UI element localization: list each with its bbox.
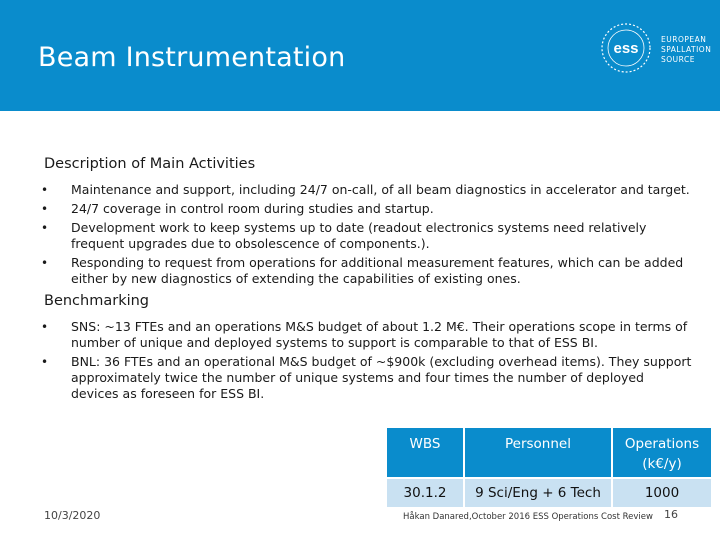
list-item: • 24/7 coverage in control room during studies and startup. xyxy=(41,201,434,216)
table-cell: 1000 xyxy=(613,479,711,507)
table-header-cell: WBS xyxy=(387,428,463,477)
logo-text: EUROPEAN SPALLATION SOURCE xyxy=(661,35,712,64)
cost-table xyxy=(385,426,713,509)
bullet-icon: • xyxy=(41,202,49,216)
header-bar xyxy=(0,0,720,111)
bullet-icon: • xyxy=(41,320,49,334)
table-row xyxy=(387,479,711,507)
bullet-icon: • xyxy=(41,256,49,270)
section-heading-benchmarking: Benchmarking xyxy=(44,293,150,309)
footer-text: Håkan Danared,October 2016 ESS Operations Cost Review xyxy=(403,512,653,522)
bullet-icon: • xyxy=(41,221,49,235)
table-cell: 9 Sci/Eng + 6 Tech xyxy=(465,479,611,507)
list-item: • SNS: ~13 FTEs and an operations M&S budget of about 1.2 M€. Their operations scope in terms of number of unique and deployed systems to support is comparable to that of ESS BI. xyxy=(41,319,688,350)
bullet-icon: • xyxy=(41,355,49,369)
table-cell: 30.1.2 xyxy=(387,479,463,507)
list-item: • BNL: 36 FTEs and an operational M&S budget of ~$900k (excluding overhead items). They support approximately twice the number of unique systems and four times the number of deployed devices as foreseen for ESS BI. xyxy=(41,354,692,401)
activities-list xyxy=(41,182,694,287)
svg-text:ess: ess xyxy=(613,40,639,57)
bullet-icon: • xyxy=(41,183,49,197)
page-number: 16 xyxy=(664,508,678,521)
benchmarking-list xyxy=(41,319,694,402)
list-item: • Responding to request from operations for additional measurement features, which can be added either by new diagnostics of extending the capabilities of existing ones. xyxy=(41,255,684,286)
table-header-cell: Operations (k€/y) xyxy=(613,428,711,477)
table-header-row xyxy=(387,428,711,477)
list-item: • Development work to keep systems up to date (readout electronics systems need relatively frequent upgrades due to obsolescence of components.). xyxy=(41,220,647,251)
list-item: • Maintenance and support, including 24/7 on-call, of all beam diagnostics in accelerator and target. xyxy=(41,182,690,197)
footer-date: 10/3/2020 xyxy=(44,509,101,522)
section-heading-activities: Description of Main Activities xyxy=(44,156,256,172)
page-title: Beam Instrumentation xyxy=(38,42,346,73)
main-content xyxy=(41,156,694,405)
table-header-cell: Personnel xyxy=(465,428,611,477)
